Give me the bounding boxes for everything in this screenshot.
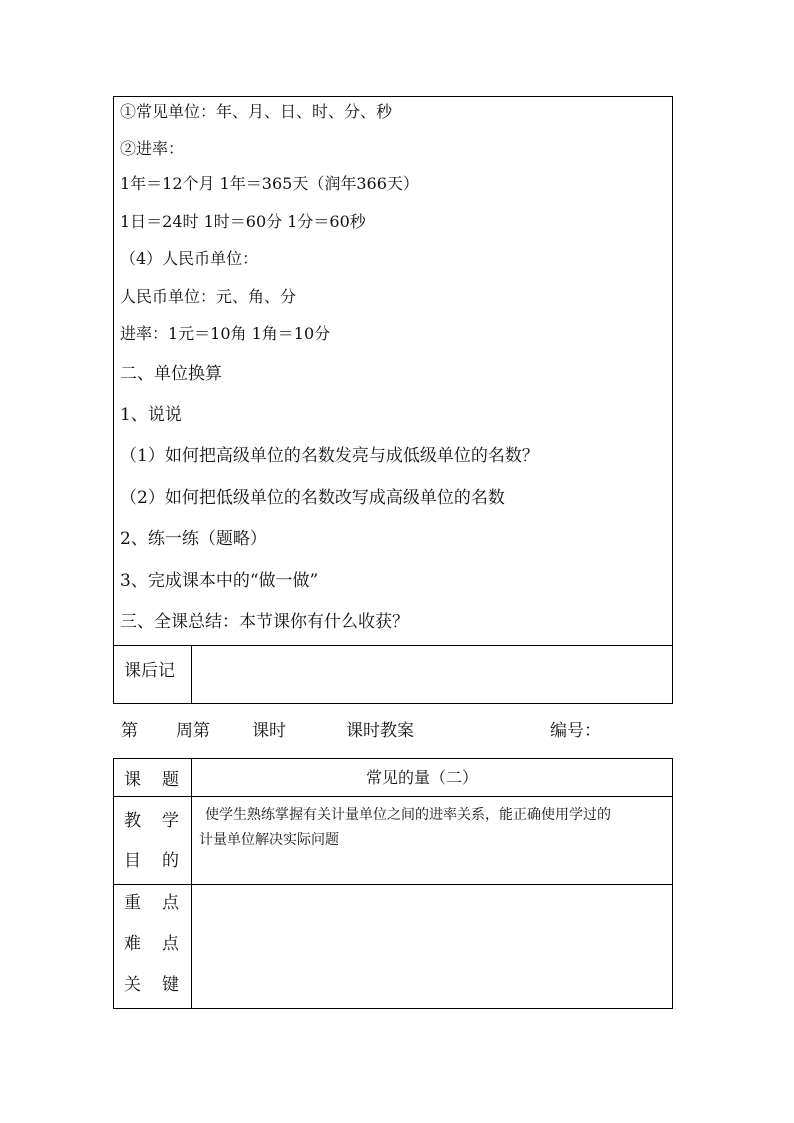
week-prefix: 第 <box>121 721 138 741</box>
table-column-divider <box>191 645 192 704</box>
content-line: 3、完成课本中的“做一做” <box>120 571 319 591</box>
table-divider <box>113 645 673 646</box>
goal-label-char: 目 <box>124 851 141 871</box>
key-label-char: 难 <box>124 934 141 954</box>
content-line: 2、练一练（题略） <box>120 529 267 549</box>
key-label-char: 点 <box>162 893 179 913</box>
title-label-char: 课 <box>124 770 141 790</box>
after-class-label: 课后记 <box>124 661 175 681</box>
lesson-title: 常见的量（二） <box>366 768 479 787</box>
week-suffix: 周第 <box>176 721 210 741</box>
goal-text: 使学生熟练掌握有关计量单位之间的进率关系，能正确使用学过的 <box>205 807 611 823</box>
content-line: ②进率： <box>120 139 185 158</box>
period-label: 课时 <box>252 721 286 741</box>
table-divider <box>113 884 673 885</box>
content-line: 1、说说 <box>120 405 182 425</box>
content-line: ①常见单位：年、月、日、时、分、秒 <box>120 102 393 121</box>
content-line: 进率：1元＝10角 1角＝10分 <box>120 324 331 343</box>
key-label-char: 键 <box>162 975 179 995</box>
goal-label-char: 学 <box>162 811 179 831</box>
plan-title: 课时教案 <box>346 721 414 741</box>
content-line: （1）如何把高级单位的名数发亮与成低级单位的名数？ <box>120 446 539 466</box>
goal-label-char: 的 <box>162 851 179 871</box>
table-divider <box>113 796 673 797</box>
key-label-char: 关 <box>124 975 141 995</box>
goal-text: 计量单位解决实际问题 <box>199 832 339 848</box>
serial-label: 编号： <box>550 721 601 741</box>
content-line: 1年＝12个月 1年＝365天（润年366天） <box>120 174 419 193</box>
content-line: （4）人民币单位： <box>120 249 259 268</box>
title-label-char: 题 <box>162 770 179 790</box>
content-line: 1日＝24时 1时＝60分 1分＝60秒 <box>120 212 366 231</box>
section-heading: 二、单位换算 <box>120 364 222 384</box>
content-line: 人民币单位：元、角、分 <box>120 287 297 306</box>
section-heading: 三、全课总结：本节课你有什么收获？ <box>120 612 409 632</box>
goal-label-char: 教 <box>124 811 141 831</box>
content-line: （2）如何把低级单位的名数改写成高级单位的名数 <box>120 488 505 508</box>
key-label-char: 点 <box>162 934 179 954</box>
key-label-char: 重 <box>124 893 141 913</box>
